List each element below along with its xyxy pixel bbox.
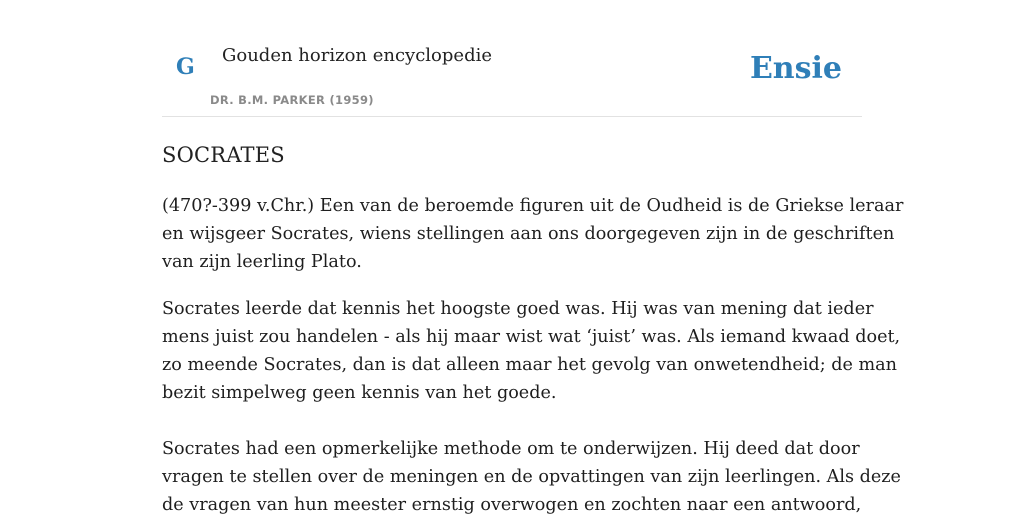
source-header (162, 0, 862, 117)
source-logo-letter: G (176, 54, 195, 80)
paragraph-line: en wijsgeer Socrates, wiens stellingen aan ons doorgegeven zijn in de geschriften (162, 224, 895, 244)
paragraph-line: van zijn leerling Plato. (162, 252, 362, 272)
ensie-logo-link[interactable]: Ensie (749, 51, 842, 86)
source-book-title[interactable]: Gouden horizon encyclopedie (222, 45, 492, 66)
paragraph-3 (162, 435, 901, 519)
source-book-author: DR. B.M. PARKER (1959) (210, 93, 374, 107)
paragraph-line: bezit simpelweg geen kennis van het goede. (162, 383, 557, 403)
paragraph-2 (162, 295, 901, 407)
paragraph-line: zo meende Socrates, dan is dat alleen maar het gevolg van onwetendheid; de man (162, 355, 897, 375)
paragraph-line: vragen te stellen over de meningen en de opvattingen van zijn leerlingen. Als deze (162, 467, 901, 487)
paragraph-line: (470?-399 v.Chr.) Een van de beroemde figuren uit de Oudheid is de Griekse leraar (162, 196, 904, 216)
paragraph-line: Socrates leerde dat kennis het hoogste goed was. Hij was van mening dat ieder (162, 299, 874, 319)
paragraph-line: Socrates had een opmerkelijke methode om te onderwijzen. Hij deed dat door (162, 439, 860, 459)
paragraph-1 (162, 192, 904, 276)
entry-title: SOCRATES (162, 143, 285, 167)
paragraph-line: de vragen van hun meester ernstig overwogen en zochten naar een antwoord, (162, 495, 862, 515)
paragraph-line: mens juist zou handelen - als hij maar wist wat ‘juist’ was. Als iemand kwaad doet, (162, 327, 901, 347)
article (162, 140, 904, 519)
